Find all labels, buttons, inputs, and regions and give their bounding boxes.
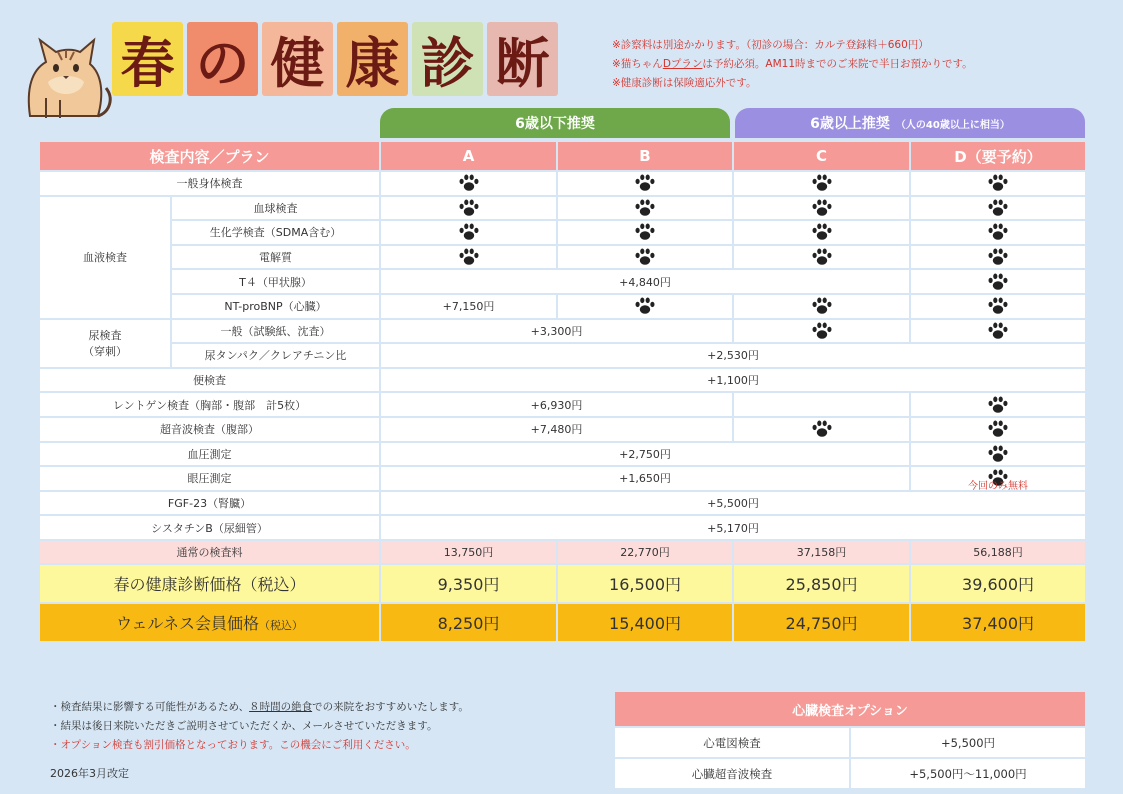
paw-cell — [557, 245, 733, 270]
paw-cell — [380, 196, 557, 221]
paw-icon — [458, 222, 480, 242]
row-label-urine-general: 一般（試験紙、沈査） — [171, 319, 380, 344]
title-char-4: 康 — [337, 22, 408, 96]
row-label-fgf: FGF-23（腎臓） — [39, 491, 380, 516]
price-xray: +6,930円 — [380, 392, 733, 417]
paw-icon — [987, 419, 1009, 439]
paw-icon — [811, 173, 833, 193]
table-row — [39, 269, 1086, 294]
row-label-urine-sub: （穿刺） — [83, 345, 127, 359]
paw-icon — [811, 321, 833, 341]
col-header-c: C — [733, 141, 910, 171]
price-upc: +2,530円 — [380, 343, 1086, 368]
row-label-ntprobnp: NT-proBNP（心臓） — [171, 294, 380, 319]
heart-echo-label: 心臓超音波検査 — [614, 758, 850, 789]
table-header-row — [39, 141, 1086, 171]
table-row — [39, 368, 1086, 393]
group-header-under6 — [380, 108, 730, 138]
member-price-row — [39, 603, 1086, 642]
paw-cell — [910, 269, 1086, 294]
row-label-upc: 尿タンパク／クレアチニン比 — [171, 343, 380, 368]
title-char-5: 診 — [412, 22, 483, 96]
paw-cell — [380, 171, 557, 196]
row-label-xray: レントゲン検査（胸部・腹部 計5枚） — [39, 392, 380, 417]
price-iop: +1,650円 — [380, 466, 910, 491]
usual-price-row — [39, 540, 1086, 564]
cat-icon — [18, 18, 118, 128]
spring-a: 9,350円 — [380, 564, 557, 603]
row-label-bp: 血圧測定 — [39, 442, 380, 467]
row-label-electrolyte: 電解質 — [171, 245, 380, 270]
heart-ecg-price: +5,500円 — [850, 727, 1086, 758]
paw-cell — [910, 417, 1086, 442]
member-label-sub: （税込） — [258, 618, 303, 632]
paw-icon — [811, 198, 833, 218]
table-row — [39, 466, 1086, 491]
table-row — [39, 442, 1086, 467]
paw-icon — [987, 321, 1009, 341]
paw-cell — [380, 245, 557, 270]
usual-label: 通常の検査料 — [39, 540, 380, 564]
note-option-discount: ・オプション検査も割引価格となっております。この機会にご利用ください。 — [50, 739, 416, 751]
paw-icon — [634, 296, 656, 316]
price-echo: +7,480円 — [380, 417, 733, 442]
paw-icon — [987, 247, 1009, 267]
row-label-blood: 血液検査 — [39, 196, 171, 319]
table-row — [614, 727, 1086, 758]
note-fasting-pre: ・検査結果に影響する可能性があるため、 — [50, 701, 250, 713]
spring-b: 16,500円 — [557, 564, 733, 603]
paw-icon — [811, 419, 833, 439]
table-row — [39, 245, 1086, 270]
row-label-cystatin: シスタチンB（尿細管） — [39, 515, 380, 540]
row-label-t4: T４（甲状腺） — [171, 269, 380, 294]
row-label-urine — [39, 319, 171, 368]
paw-icon — [987, 395, 1009, 415]
heart-ecg-label: 心電図検査 — [614, 727, 850, 758]
price-bp: +2,750円 — [380, 442, 910, 467]
paw-cell — [910, 171, 1086, 196]
spring-label: 春の健康診断価格（税込） — [39, 564, 380, 603]
note-fee: ※診察料は別途かかります。（初診の場合：カルテ登録料＋660円） — [612, 39, 929, 51]
col-header-b: B — [557, 141, 733, 171]
spring-price-row — [39, 564, 1086, 603]
paw-cell — [910, 294, 1086, 319]
price-cystatin: +5,170円 — [380, 515, 1086, 540]
spring-c: 25,850円 — [733, 564, 910, 603]
usual-d: 56,188円 — [910, 540, 1086, 564]
paw-cell — [733, 294, 910, 319]
paw-icon — [634, 222, 656, 242]
table-row — [39, 196, 1086, 221]
paw-icon — [987, 296, 1009, 316]
note-d-plan-pre: ※猫ちゃん — [612, 58, 663, 70]
empty-cell — [733, 392, 910, 417]
row-label-stool: 便検査 — [39, 368, 380, 393]
usual-a: 13,750円 — [380, 540, 557, 564]
usual-c: 37,158円 — [733, 540, 910, 564]
paw-icon — [634, 173, 656, 193]
price-fgf: +5,500円 — [380, 491, 1086, 516]
paw-cell — [733, 319, 910, 344]
paw-cell — [557, 294, 733, 319]
paw-icon — [811, 296, 833, 316]
paw-cell — [910, 196, 1086, 221]
price-t4: +4,840円 — [380, 269, 910, 294]
paw-icon — [987, 222, 1009, 242]
paw-cell — [910, 466, 1086, 491]
plan-table — [38, 140, 1087, 643]
top-notes — [612, 36, 973, 93]
group-header-over6-sub: （人の40歳以上に相当） — [895, 119, 1010, 131]
paw-cell — [910, 245, 1086, 270]
paw-icon — [987, 272, 1009, 292]
bottom-notes — [50, 698, 469, 755]
paw-cell — [557, 171, 733, 196]
paw-cell — [733, 196, 910, 221]
paw-cell — [733, 417, 910, 442]
table-row — [39, 491, 1086, 516]
paw-icon — [634, 198, 656, 218]
table-row — [39, 171, 1086, 196]
price-ntprobnp: +7,150円 — [380, 294, 557, 319]
row-label-cbc: 血球検査 — [171, 196, 380, 221]
member-a: 8,250円 — [380, 603, 557, 642]
note-d-plan-underline: Dプラン — [662, 58, 703, 70]
paw-cell — [380, 220, 557, 245]
paw-icon — [458, 198, 480, 218]
free-badge: 今回のみ無料 — [968, 480, 1029, 492]
row-label-iop: 眼圧測定 — [39, 466, 380, 491]
member-b: 15,400円 — [557, 603, 733, 642]
price-stool: +1,100円 — [380, 368, 1086, 393]
member-label-main: ウェルネス会員価格 — [116, 613, 259, 633]
table-row — [39, 392, 1086, 417]
paw-cell — [910, 392, 1086, 417]
member-label — [39, 603, 380, 642]
table-row — [39, 515, 1086, 540]
table-row — [39, 343, 1086, 368]
table-row — [39, 294, 1086, 319]
heart-echo-price: +5,500円～11,000円 — [850, 758, 1086, 789]
col-header-a: A — [380, 141, 557, 171]
note-fasting-post: での来院をおすすめいたします。 — [312, 701, 469, 713]
heart-header-row — [614, 691, 1086, 727]
title-char-1: 春 — [112, 22, 183, 96]
paw-icon — [987, 198, 1009, 218]
revised-date: 2026年3月改定 — [50, 767, 129, 780]
paw-icon — [987, 173, 1009, 193]
row-label-echo: 超音波検査（腹部） — [39, 417, 380, 442]
paw-icon — [458, 247, 480, 267]
row-label-urine-main: 尿検査 — [88, 329, 122, 343]
price-urine-general: +3,300円 — [380, 319, 733, 344]
paw-cell — [733, 245, 910, 270]
table-row — [39, 319, 1086, 344]
group-header-over6-label: 6歳以上推奨 — [810, 116, 890, 132]
heart-option-table — [613, 690, 1087, 790]
paw-icon — [811, 247, 833, 267]
table-row — [39, 220, 1086, 245]
member-c: 24,750円 — [733, 603, 910, 642]
spring-d: 39,600円 — [910, 564, 1086, 603]
note-d-plan — [612, 55, 973, 74]
table-row — [614, 758, 1086, 789]
member-d: 37,400円 — [910, 603, 1086, 642]
paw-icon — [987, 444, 1009, 464]
paw-cell — [910, 319, 1086, 344]
paw-icon — [634, 247, 656, 267]
note-insurance: ※健康診断は保険適応外です。 — [612, 77, 757, 89]
group-header-over6 — [735, 108, 1085, 138]
row-label-general: 一般身体検査 — [39, 171, 380, 196]
paw-cell — [910, 442, 1086, 467]
paw-cell — [910, 220, 1086, 245]
usual-b: 22,770円 — [557, 540, 733, 564]
group-header-under6-label: 6歳以下推奨 — [515, 116, 595, 132]
note-d-plan-post: は予約必須。AM11時までのご来院で半日お預かりです。 — [702, 58, 973, 70]
col-header-d: D（要予約） — [910, 141, 1086, 171]
title-char-2: の — [187, 22, 258, 96]
col-header-item: 検査内容／プラン — [39, 141, 380, 171]
page-title — [112, 22, 558, 96]
paw-icon — [811, 222, 833, 242]
heart-option-title: 心臓検査オプション — [614, 691, 1086, 727]
paw-icon — [458, 173, 480, 193]
paw-cell — [557, 196, 733, 221]
title-char-6: 断 — [487, 22, 558, 96]
note-fasting — [50, 698, 469, 717]
row-label-biochem: 生化学検査（SDMA含む） — [171, 220, 380, 245]
note-results: ・結果は後日来院いただきご説明させていただくか、メールさせていただきます。 — [50, 720, 438, 732]
paw-cell — [733, 171, 910, 196]
paw-cell — [557, 220, 733, 245]
note-fasting-underline: ８時間の絶食 — [249, 701, 313, 713]
paw-cell — [733, 220, 910, 245]
table-row — [39, 417, 1086, 442]
title-char-3: 健 — [262, 22, 333, 96]
